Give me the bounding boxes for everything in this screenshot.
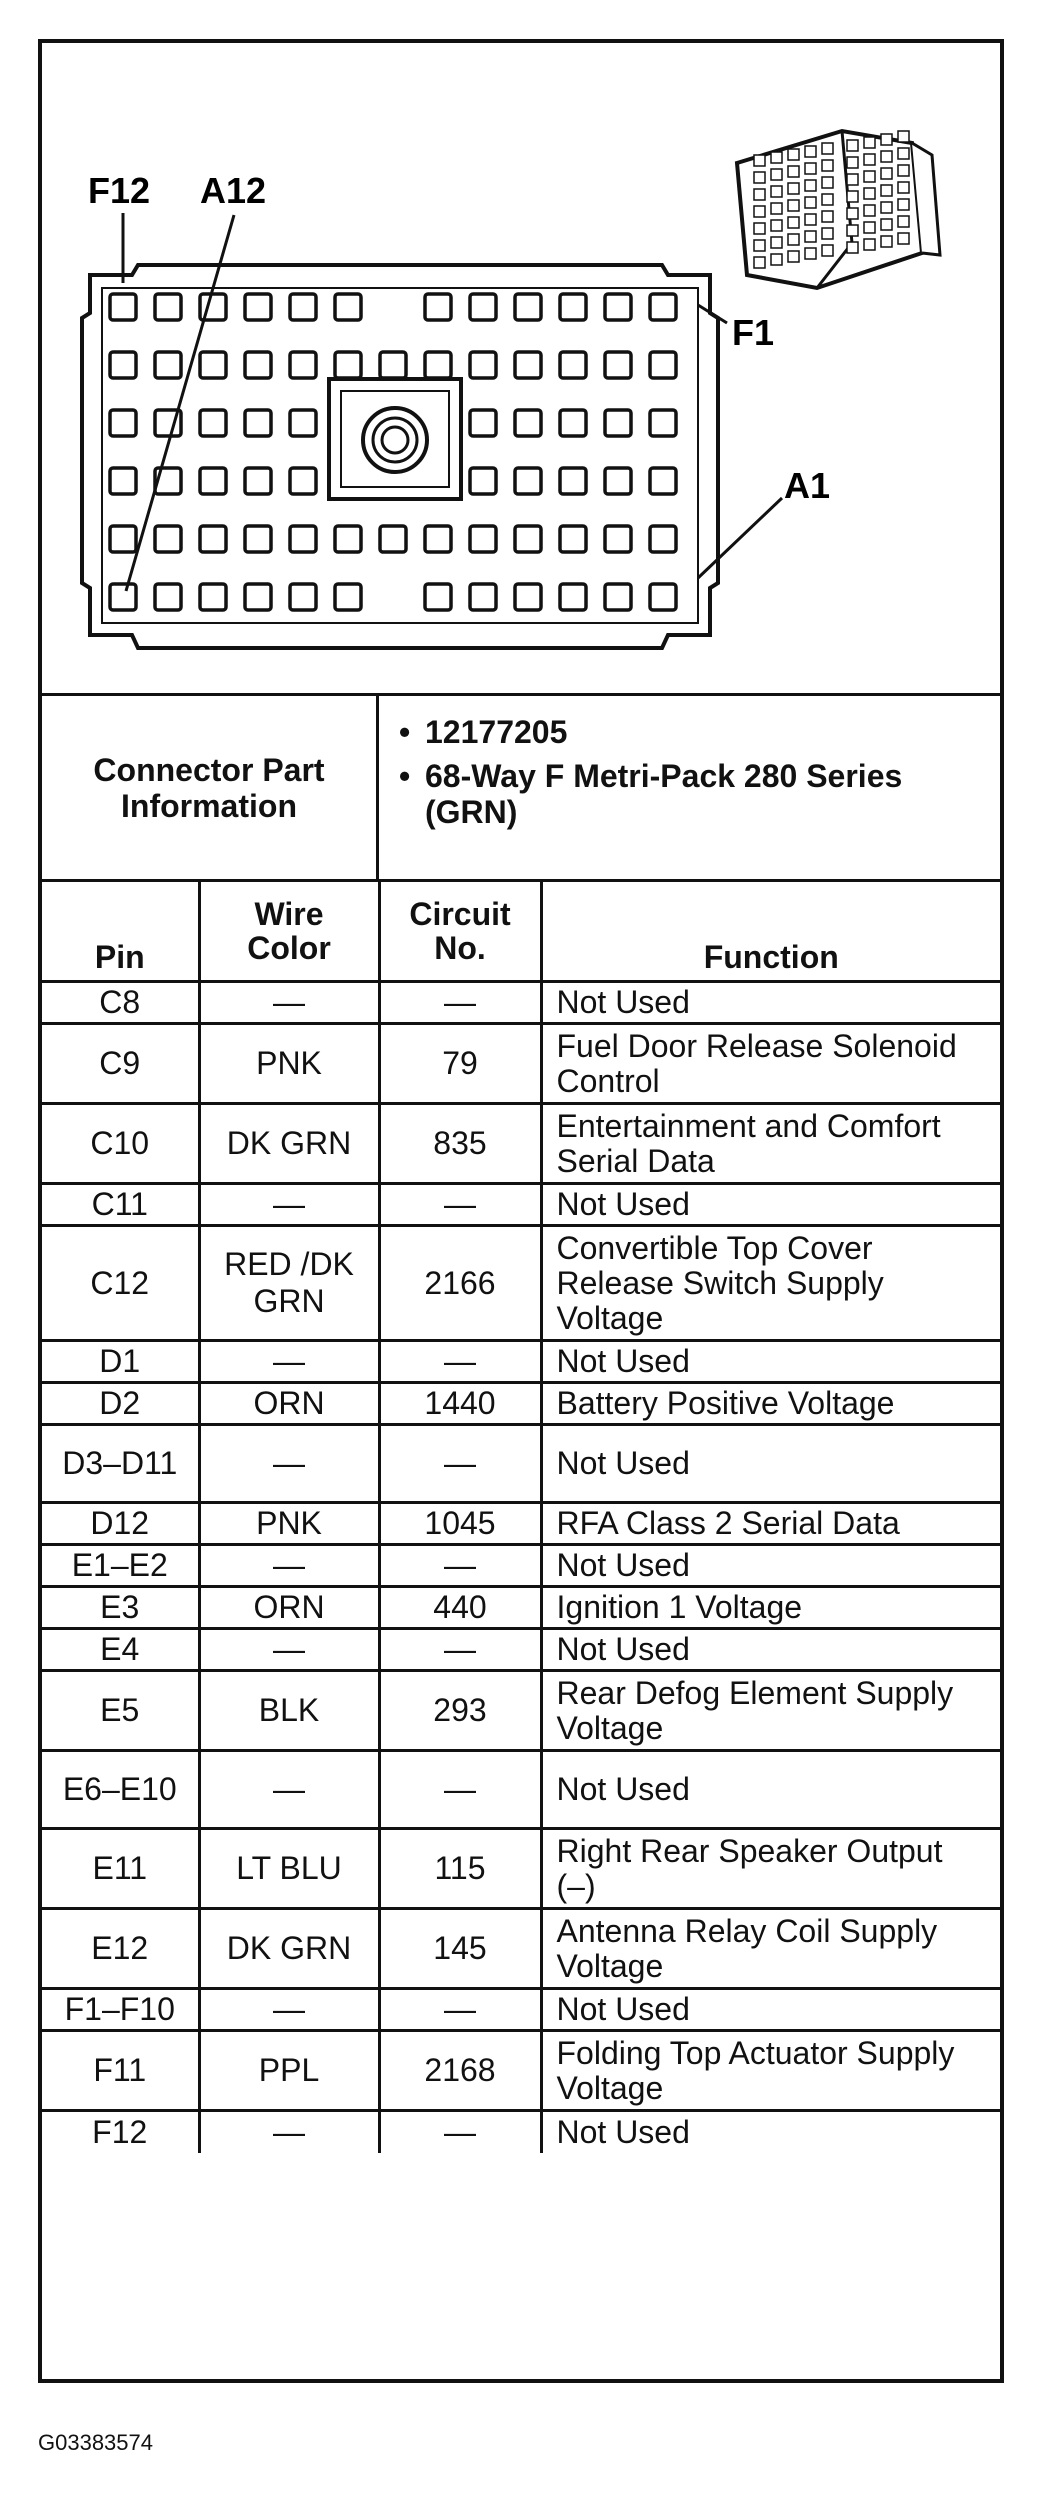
pin-cavity [110, 526, 136, 552]
thumbnail-cavity [754, 240, 765, 251]
thumbnail-cavity [822, 211, 833, 222]
table-row [42, 1341, 1000, 1383]
thumbnail-cavity [771, 254, 782, 265]
thumbnail-cavity [881, 236, 892, 247]
pin-cavity [605, 526, 631, 552]
function-cell: Convertible Top Cover Release Switch Supply Voltage [541, 1226, 1000, 1341]
pin-cell: D1 [42, 1341, 199, 1383]
connector-type-bullet: • 68-Way F Metri-Pack 280 Series (GRN) [399, 758, 1000, 830]
thumbnail-cavity [898, 216, 909, 227]
function-cell: Not Used [541, 1425, 1000, 1503]
thumbnail-cavity [898, 182, 909, 193]
thumbnail-cavity [788, 200, 799, 211]
table-row [42, 1184, 1000, 1226]
thumbnail-cavity [805, 163, 816, 174]
circuit-no-cell: — [379, 2111, 541, 2153]
circuit-no-cell: — [379, 1545, 541, 1587]
thumbnail-cavity [805, 214, 816, 225]
pin-cavity [425, 352, 451, 378]
pin-cavity [380, 526, 406, 552]
thumbnail-cavity [898, 131, 909, 142]
pin-cavity [200, 352, 226, 378]
pin-cell: D3–D11 [42, 1425, 199, 1503]
pin-cavity [245, 526, 271, 552]
wire-color-cell: — [199, 1989, 379, 2031]
connector-face-diagram [42, 43, 1000, 693]
wire-color-cell: — [199, 2111, 379, 2153]
wire-color-cell: ORN [199, 1383, 379, 1425]
pin-cell: C10 [42, 1104, 199, 1184]
thumbnail-cavity [898, 233, 909, 244]
connector-thumbnail-icon [737, 131, 940, 288]
thumbnail-cavity [754, 206, 765, 217]
pin-cavity [560, 410, 586, 436]
thumbnail-cavity [864, 154, 875, 165]
thumbnail-cavity [822, 194, 833, 205]
table-row [42, 1104, 1000, 1184]
function-cell: Not Used [541, 982, 1000, 1024]
pin-cavity [110, 584, 136, 610]
pin-cavity [515, 294, 541, 320]
table-row [42, 1587, 1000, 1629]
pin-cell: E1–E2 [42, 1545, 199, 1587]
wire-color-cell: — [199, 1184, 379, 1226]
function-cell: Rear Defog Element Supply Voltage [541, 1671, 1000, 1751]
connector-type: 68-Way F Metri-Pack 280 Series (GRN) [425, 758, 903, 830]
figure-id: G03383574 [38, 2430, 153, 2455]
pin-cell: C12 [42, 1226, 199, 1341]
thumbnail-cavity [754, 223, 765, 234]
pin-cavity [650, 526, 676, 552]
thumbnail-cavity [788, 234, 799, 245]
function-cell: Not Used [541, 2111, 1000, 2153]
pin-cavity [245, 352, 271, 378]
function-cell: Fuel Door Release Solenoid Control [541, 1024, 1000, 1104]
thumbnail-cavity [847, 225, 858, 236]
pin-cavity [290, 352, 316, 378]
thumbnail-cavity [881, 168, 892, 179]
table-row [42, 1829, 1000, 1909]
pin-cell: C11 [42, 1184, 199, 1226]
thumbnail-cavity [788, 183, 799, 194]
wire-color-cell: — [199, 1751, 379, 1829]
pin-cavity [425, 526, 451, 552]
header-wire-color: Wire Color [199, 881, 379, 982]
connector-sheet [38, 39, 1004, 2383]
function-cell: Battery Positive Voltage [541, 1383, 1000, 1425]
table-row [42, 1545, 1000, 1587]
pin-cavity [245, 294, 271, 320]
connector-part-info-list [379, 696, 1000, 879]
pin-cavity [470, 584, 496, 610]
thumbnail-cavity [754, 257, 765, 268]
table-row [42, 1989, 1000, 2031]
thumbnail-cavity [847, 191, 858, 202]
pin-cavity [560, 468, 586, 494]
circuit-no-cell: — [379, 1341, 541, 1383]
thumbnail-cavity [788, 251, 799, 262]
circuit-no-cell: 440 [379, 1587, 541, 1629]
pin-cavity [200, 468, 226, 494]
wire-color-cell: RED /DK GRN [199, 1226, 379, 1341]
wire-color-cell: DK GRN [199, 1104, 379, 1184]
pin-cavity [290, 584, 316, 610]
pin-cell: E3 [42, 1587, 199, 1629]
pin-cell: F12 [42, 2111, 199, 2153]
pin-cavity [470, 526, 496, 552]
circuit-no-cell: — [379, 1184, 541, 1226]
pin-cavity [560, 584, 586, 610]
pin-cavity [470, 468, 496, 494]
header-function: Function [541, 881, 1000, 982]
thumbnail-cavity [847, 242, 858, 253]
pin-cavity [245, 468, 271, 494]
circuit-no-cell: — [379, 1425, 541, 1503]
label-a12: A12 [200, 170, 267, 211]
wire-color-cell: LT BLU [199, 1829, 379, 1909]
thumbnail-cavity [805, 146, 816, 157]
pin-cavity [560, 294, 586, 320]
pin-cavity [470, 352, 496, 378]
pin-cell: E6–E10 [42, 1751, 199, 1829]
table-row [42, 2111, 1000, 2153]
pin-cavity [515, 526, 541, 552]
table-row [42, 1425, 1000, 1503]
function-cell: Folding Top Actuator Supply Voltage [541, 2031, 1000, 2111]
pin-cavity [425, 294, 451, 320]
part-number-bullet: • 12177205 [399, 714, 568, 750]
pin-cell: E5 [42, 1671, 199, 1751]
label-f1: F1 [732, 312, 775, 353]
table-row [42, 1226, 1000, 1341]
wire-color-cell: — [199, 982, 379, 1024]
function-cell: Not Used [541, 1341, 1000, 1383]
pin-cavity [515, 352, 541, 378]
pin-cavity [110, 468, 136, 494]
function-cell: Antenna Relay Coil Supply Voltage [541, 1909, 1000, 1989]
function-cell: RFA Class 2 Serial Data [541, 1503, 1000, 1545]
table-row [42, 1671, 1000, 1751]
thumbnail-cavity [898, 165, 909, 176]
pin-cavity [290, 468, 316, 494]
wire-color-cell: — [199, 1545, 379, 1587]
pin-cavity [650, 410, 676, 436]
wire-color-cell: — [199, 1425, 379, 1503]
function-cell: Not Used [541, 1629, 1000, 1671]
circuit-no-cell: — [379, 1751, 541, 1829]
thumbnail-cavity [771, 203, 782, 214]
circuit-no-cell: 115 [379, 1829, 541, 1909]
pin-cavity [650, 468, 676, 494]
thumbnail-cavity [754, 172, 765, 183]
pin-cell: C9 [42, 1024, 199, 1104]
thumbnail-cavity [864, 205, 875, 216]
table-row [42, 1024, 1000, 1104]
circuit-no-cell: 2166 [379, 1226, 541, 1341]
pin-cavity [560, 526, 586, 552]
pin-cavity [155, 294, 181, 320]
wire-color-cell: PNK [199, 1024, 379, 1104]
circuit-no-cell: 1045 [379, 1503, 541, 1545]
pin-cell: F1–F10 [42, 1989, 199, 2031]
thumbnail-cavity [822, 143, 833, 154]
thumbnail-cavity [788, 166, 799, 177]
pin-cell: D12 [42, 1503, 199, 1545]
function-cell: Not Used [541, 1751, 1000, 1829]
thumbnail-cavity [822, 160, 833, 171]
wire-color-cell: ORN [199, 1587, 379, 1629]
header-circuit-no: Circuit No. [379, 881, 541, 982]
thumbnail-cavity [805, 231, 816, 242]
thumbnail-cavity [822, 177, 833, 188]
circuit-no-cell: 145 [379, 1909, 541, 1989]
thumbnail-cavity [898, 148, 909, 159]
label-f12: F12 [88, 170, 151, 211]
thumbnail-cavity [805, 197, 816, 208]
thumbnail-cavity [805, 180, 816, 191]
thumbnail-cavity [771, 220, 782, 231]
function-cell: Not Used [541, 1989, 1000, 2031]
connector-illustration [42, 43, 1000, 693]
circuit-no-cell: — [379, 1629, 541, 1671]
circuit-no-cell: 79 [379, 1024, 541, 1104]
pin-cavity [290, 410, 316, 436]
circuit-no-cell: 2168 [379, 2031, 541, 2111]
thumbnail-cavity [864, 188, 875, 199]
pin-cavity [245, 410, 271, 436]
table-row [42, 1909, 1000, 1989]
table-row [42, 1629, 1000, 1671]
table-row [42, 982, 1000, 1024]
thumbnail-cavity [771, 169, 782, 180]
thumbnail-cavity [847, 157, 858, 168]
connector-part-info-heading: Connector Part Information [42, 696, 379, 879]
pin-cavity [200, 584, 226, 610]
pin-cell: D2 [42, 1383, 199, 1425]
thumbnail-cavity [881, 151, 892, 162]
function-cell: Right Rear Speaker Output (–) [541, 1829, 1000, 1909]
pin-cavity [155, 526, 181, 552]
pin-cavity [605, 410, 631, 436]
thumbnail-cavity [864, 222, 875, 233]
wire-color-cell: DK GRN [199, 1909, 379, 1989]
pin-cavity [335, 352, 361, 378]
center-lock-post [329, 379, 461, 499]
function-cell: Ignition 1 Voltage [541, 1587, 1000, 1629]
pin-cavity [515, 584, 541, 610]
thumbnail-cavity [881, 202, 892, 213]
pin-cavity [290, 526, 316, 552]
pin-cavity [245, 584, 271, 610]
pinout-table [42, 879, 1000, 2153]
thumbnail-cavity [864, 137, 875, 148]
pin-cell: F11 [42, 2031, 199, 2111]
thumbnail-cavity [822, 228, 833, 239]
pin-cavity [605, 294, 631, 320]
pin-cavity [335, 294, 361, 320]
pin-cell: E12 [42, 1909, 199, 1989]
thumbnail-cavity [754, 155, 765, 166]
pin-cavity [470, 410, 496, 436]
thumbnail-cavity [771, 186, 782, 197]
table-header-row [42, 881, 1000, 982]
pin-cavity [110, 352, 136, 378]
pin-cavity [200, 410, 226, 436]
function-cell: Not Used [541, 1545, 1000, 1587]
pin-cavity [605, 468, 631, 494]
wire-color-cell: — [199, 1629, 379, 1671]
pin-cell: E11 [42, 1829, 199, 1909]
thumbnail-cavity [881, 134, 892, 145]
pin-cavity [380, 352, 406, 378]
circuit-no-cell: — [379, 982, 541, 1024]
pin-cavity [605, 584, 631, 610]
thumbnail-cavity [898, 199, 909, 210]
wire-color-cell: — [199, 1341, 379, 1383]
thumbnail-cavity [864, 239, 875, 250]
thumbnail-cavity [771, 237, 782, 248]
pin-cavity [110, 410, 136, 436]
pin-cavity [155, 584, 181, 610]
pin-cavity [200, 526, 226, 552]
part-number: 12177205 [425, 714, 568, 750]
thumbnail-cavity [847, 174, 858, 185]
thumbnail-cavity [788, 149, 799, 160]
pin-cavity [605, 352, 631, 378]
thumbnail-cavity [754, 189, 765, 200]
thumbnail-cavity [771, 152, 782, 163]
pin-cavity [110, 294, 136, 320]
pin-cell: E4 [42, 1629, 199, 1671]
table-row [42, 1751, 1000, 1829]
pin-cavity [155, 352, 181, 378]
thumbnail-cavity [847, 140, 858, 151]
thumbnail-cavity [805, 248, 816, 259]
pin-cavity [650, 584, 676, 610]
wire-color-cell: PPL [199, 2031, 379, 2111]
pin-cavity [470, 294, 496, 320]
label-a1: A1 [784, 465, 831, 506]
pin-cavity [335, 526, 361, 552]
table-row [42, 1503, 1000, 1545]
circuit-no-cell: — [379, 1989, 541, 2031]
thumbnail-cavity [864, 171, 875, 182]
header-pin: Pin [42, 881, 199, 982]
thumbnail-cavity [881, 219, 892, 230]
pin-cavity [650, 352, 676, 378]
circuit-no-cell: 835 [379, 1104, 541, 1184]
thumbnail-cavity [822, 245, 833, 256]
pin-cavity [335, 584, 361, 610]
thumbnail-cavity [847, 208, 858, 219]
pin-cavity [515, 410, 541, 436]
pin-cavity [425, 584, 451, 610]
thumbnail-cavity [788, 217, 799, 228]
pin-cavity [650, 294, 676, 320]
pin-cavity [290, 294, 316, 320]
wire-color-cell: PNK [199, 1503, 379, 1545]
wire-color-cell: BLK [199, 1671, 379, 1751]
circuit-no-cell: 293 [379, 1671, 541, 1751]
connector-part-info [42, 693, 1000, 879]
function-cell: Entertainment and Comfort Serial Data [541, 1104, 1000, 1184]
thumbnail-cavity [881, 185, 892, 196]
table-row [42, 2031, 1000, 2111]
function-cell: Not Used [541, 1184, 1000, 1226]
pin-cavity [560, 352, 586, 378]
table-row [42, 1383, 1000, 1425]
circuit-no-cell: 1440 [379, 1383, 541, 1425]
pin-cavity [515, 468, 541, 494]
pin-cell: C8 [42, 982, 199, 1024]
